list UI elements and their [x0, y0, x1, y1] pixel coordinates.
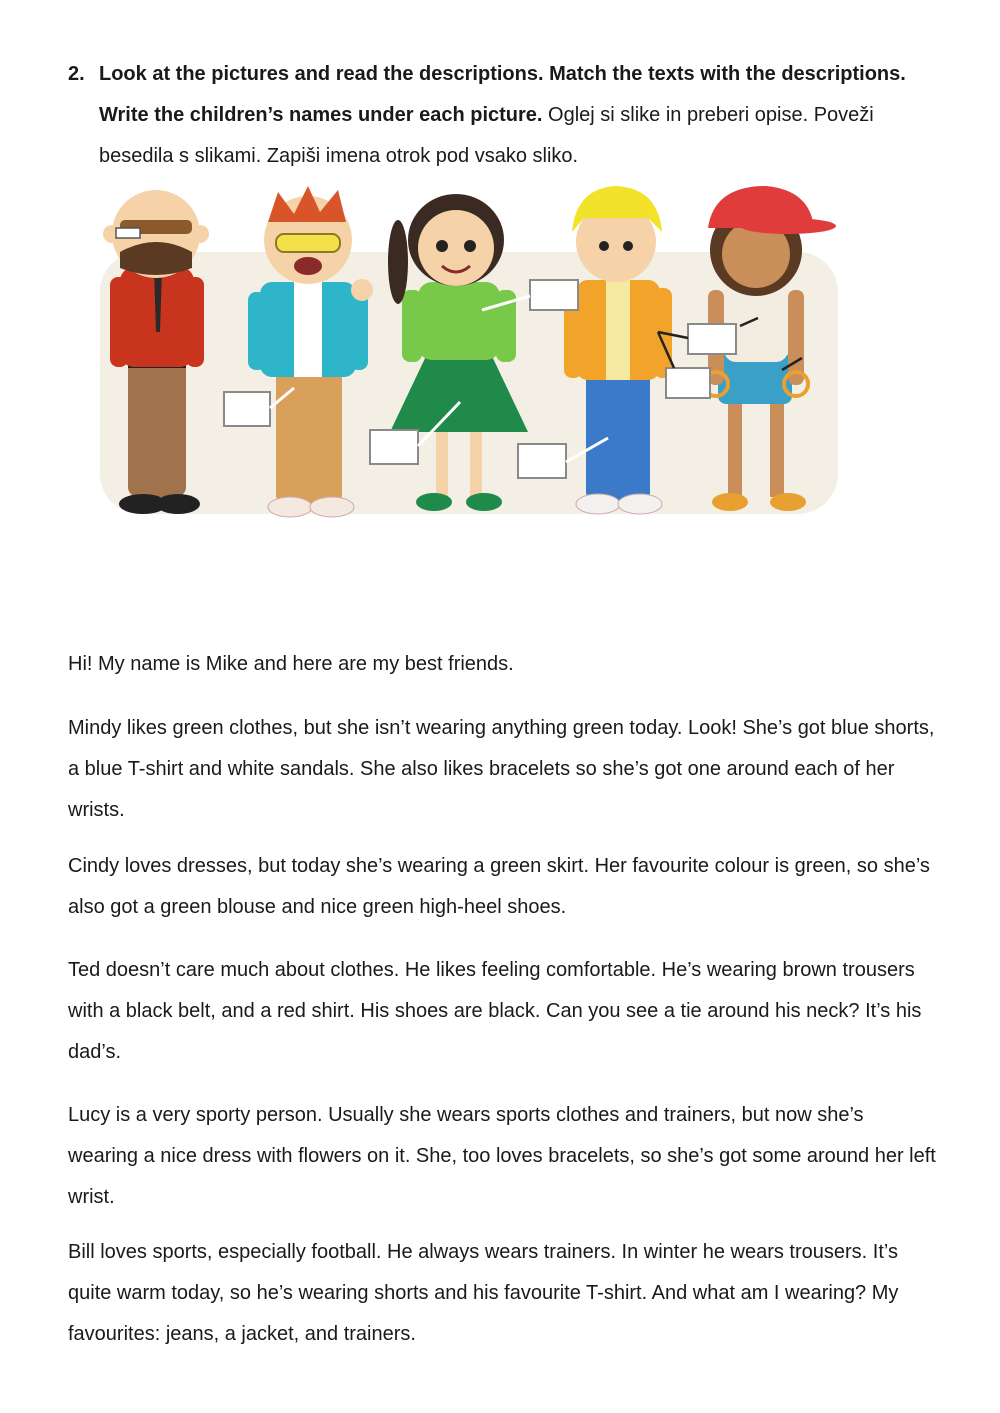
answer-box[interactable] — [370, 430, 418, 464]
intro-paragraph: Hi! My name is Mike and here are my best friends. — [68, 653, 514, 675]
mindy-paragraph: Mindy likes green clothes, but she isn’t wearing anything green today. Look! She’s got blue shorts, a blue T-shirt and white sandals. She also likes bracelets so she’s got one around each of her wrists. — [68, 717, 935, 821]
answer-box[interactable] — [530, 280, 578, 310]
task-instruction — [68, 54, 948, 177]
ted-paragraph: Ted doesn’t care much about clothes. He likes feeling comfortable. He’s wearing brown trousers with a black belt, and a red shirt. His shoes are black. Can you see a tie around his neck? It’s his dad’s. — [68, 959, 922, 1063]
cindy-paragraph: Cindy loves dresses, but today she’s wearing a green skirt. Her favourite colour is green, so she’s also got a green blouse and nice green high-heel shoes. — [68, 855, 930, 918]
characters-illustration — [98, 182, 840, 534]
answer-box[interactable] — [688, 324, 736, 354]
task-number: 2. — [68, 63, 85, 85]
answer-box[interactable] — [666, 368, 710, 398]
instruction-slovene: Oglej si slike in preberi opise. Poveži besedila s slikami. Zapiši imena otrok pod vsako sliko. — [99, 104, 874, 167]
task-body — [99, 54, 948, 177]
answer-box[interactable] — [224, 392, 270, 426]
instruction-english: Look at the pictures and read the descriptions. Match the texts with the descriptions. Write the children’s names under each picture. — [99, 63, 906, 126]
lucy-paragraph: Lucy is a very sporty person. Usually she wears sports clothes and trainers, but now she’s wearing a nice dress with flowers on it. She, too loves bracelets, so she’s got some around her left wrist. — [68, 1104, 936, 1208]
bill-paragraph: Bill loves sports, especially football. He always wears trainers. In winter he wears trousers. It’s quite warm today, so he’s wearing shorts and his favourite T-shirt. And what am I wearing? My favourites: jeans, a jacket, and trainers. — [68, 1241, 899, 1345]
answer-box[interactable] — [518, 444, 566, 478]
